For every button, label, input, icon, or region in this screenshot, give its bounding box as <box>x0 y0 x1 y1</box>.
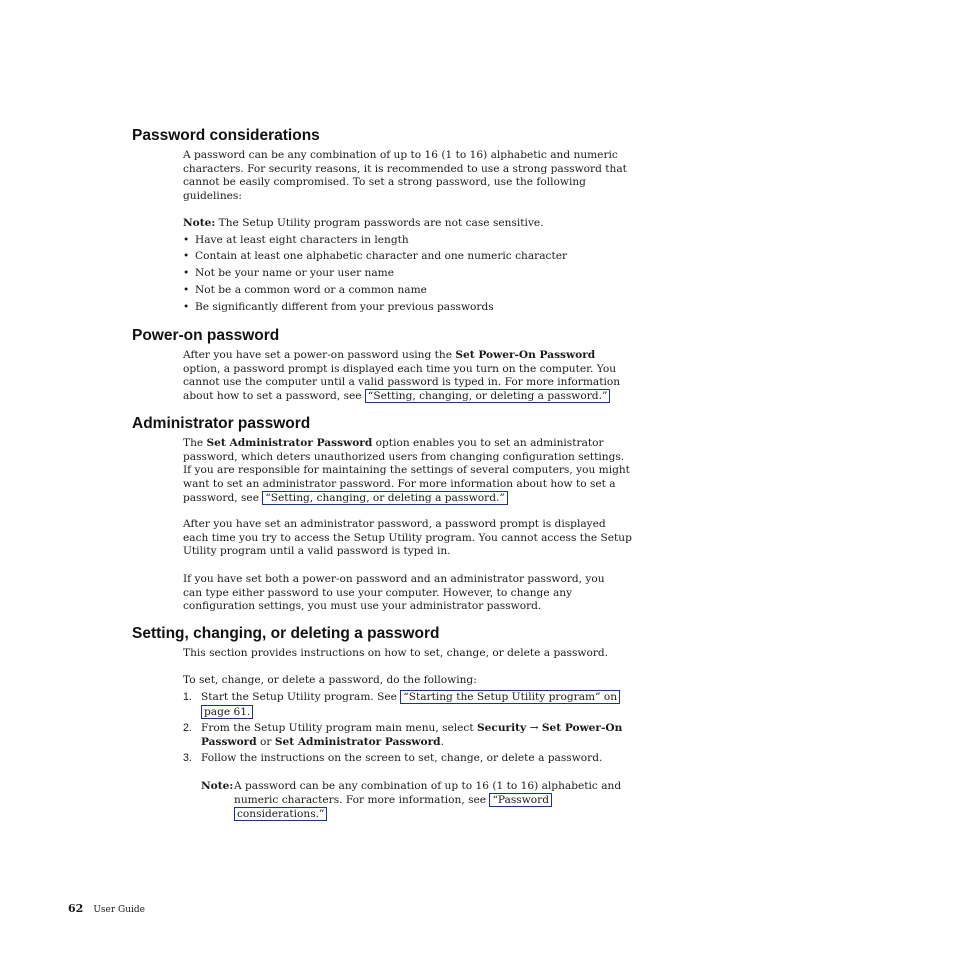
security-menu-term: Security <box>477 722 527 734</box>
link-setting-changing-deleting[interactable]: “Setting, changing, or deleting a password.” <box>365 389 610 403</box>
list-item <box>183 284 427 298</box>
note-label: Note: <box>183 217 216 229</box>
text-line: To set, change, or delete a password, do the following: <box>183 674 477 686</box>
bullet-text: Contain at least one alphabetic character and one numeric character <box>195 250 568 262</box>
step-number: 2. <box>183 722 192 734</box>
text: Start the Setup Utility program. See <box>201 691 401 703</box>
bullet-text: Not be your name or your user name <box>195 267 394 279</box>
set-power-on-term: Set Power-On <box>541 722 623 734</box>
link-page-61[interactable]: page 61. <box>201 705 253 719</box>
bullet-text: Be significantly different from your previous passwords <box>195 301 494 313</box>
bullet-icon: • <box>183 301 190 313</box>
bullet-text: Not be a common word or a common name <box>195 284 427 296</box>
doc-title: User Guide <box>93 905 145 915</box>
text: . <box>440 735 444 748</box>
link-password-considerations[interactable]: considerations.” <box>234 807 327 821</box>
list-item <box>183 301 494 315</box>
bullet-icon: • <box>183 284 190 296</box>
intro-line: A password can be any combination of up to 16 (1 to 16) alphabetic and numeric <box>183 149 618 161</box>
setting-intro <box>183 647 613 661</box>
heading-setting-changing-deleting: Setting, changing, or deleting a password <box>132 625 440 642</box>
text: numeric characters. For more information, see <box>234 793 490 806</box>
text-line: cannot use the computer until a valid password is typed in. For more information <box>183 376 621 389</box>
heading-password-considerations: Password considerations <box>132 127 320 144</box>
bullet-icon: • <box>183 267 190 279</box>
text: From the Setup Utility program main menu, select <box>201 722 477 734</box>
step-number: 1. <box>183 691 192 703</box>
set-administrator-password-term: Set Administrator Password <box>274 735 441 748</box>
case-sensitivity-note <box>183 217 613 231</box>
text-line: can type either password to use your computer. However, to change any <box>183 586 573 599</box>
intro-line: cannot be easily compromised. To set a strong password, use the following <box>183 176 586 189</box>
heading-power-on-password: Power-on password <box>132 327 280 344</box>
text-line: option, a password prompt is displayed each time you turn on the computer. You <box>183 362 617 375</box>
administrator-paragraph-1 <box>183 437 630 506</box>
text: or <box>256 735 275 748</box>
arrow-right-icon: → <box>529 722 539 734</box>
link-setting-changing-deleting[interactable]: “Setting, changing, or deleting a password.” <box>262 491 507 505</box>
step-number: 3. <box>183 752 192 764</box>
list-item <box>183 250 567 264</box>
bullet-icon: • <box>183 250 190 262</box>
password-considerations-intro <box>183 149 627 204</box>
text: about how to set a password, see <box>183 390 365 403</box>
password-term: Password <box>201 735 257 748</box>
bullet-text: Have at least eight characters in length <box>195 234 409 246</box>
intro-line: guidelines: <box>183 190 242 203</box>
setting-lead <box>183 674 613 688</box>
text-line: This section provides instructions on how to set, change, or delete a password. <box>183 647 609 659</box>
text-line: A password can be any combination of up to 16 (1 to 16) alphabetic and <box>234 780 622 792</box>
link-password-considerations[interactable]: “Password <box>489 793 552 807</box>
bullet-icon: • <box>183 234 190 246</box>
text: password, see <box>183 491 263 504</box>
text-line: If you are responsible for maintaining the settings of several computers, you might <box>183 464 630 477</box>
text-line: Follow the instructions on the screen to set, change, or delete a password. <box>201 752 603 764</box>
set-administrator-password-term: Set Administrator Password <box>206 437 373 449</box>
note-label: Note: <box>201 780 234 792</box>
text-line: each time you try to access the Setup Utility program. You cannot access the Setup <box>183 531 632 544</box>
text-line: want to set an administrator password. For more information about how to set a <box>183 478 616 491</box>
text: option enables you to set an administrator <box>372 437 604 449</box>
text-line: Utility program until a valid password is typed in. <box>183 545 451 558</box>
page-number: 62 <box>68 902 84 915</box>
heading-administrator-password: Administrator password <box>132 415 311 432</box>
power-on-paragraph <box>183 349 621 404</box>
link-starting-setup-utility[interactable]: “Starting the Setup Utility program” on <box>400 690 620 704</box>
text: The <box>183 437 207 449</box>
administrator-paragraph-3 <box>183 573 613 614</box>
text-line: configuration settings, you must use your administrator password. <box>183 600 542 613</box>
text: After you have set a power-on password using the <box>183 349 456 361</box>
list-item <box>183 234 409 248</box>
text-line: password, which deters unauthorized users from changing configuration settings. <box>183 450 625 463</box>
text-line: After you have set an administrator password, a password prompt is displayed <box>183 518 606 530</box>
administrator-paragraph-2 <box>183 518 632 559</box>
list-item <box>183 267 394 281</box>
text-line: If you have set both a power-on password and an administrator password, you <box>183 573 605 585</box>
intro-line: characters. For security reasons, it is recommended to use a strong password that <box>183 162 627 175</box>
set-power-on-password-term: Set Power-On Password <box>455 349 596 361</box>
page-footer <box>68 902 145 915</box>
note-text: The Setup Utility program passwords are not case sensitive. <box>218 217 544 229</box>
